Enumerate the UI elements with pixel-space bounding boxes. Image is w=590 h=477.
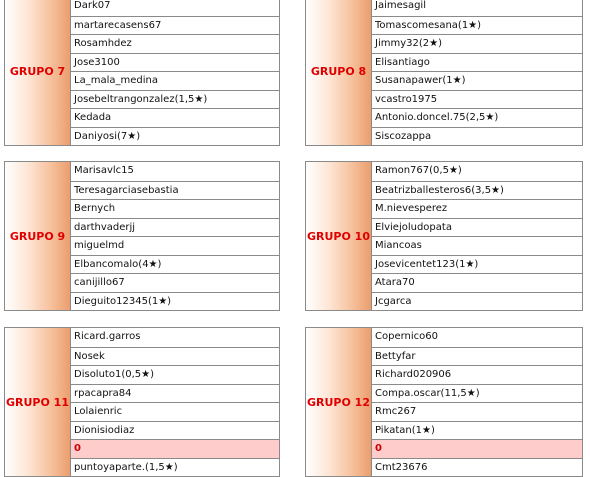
group-label-cell	[306, 162, 372, 310]
group-table-8	[305, 0, 583, 146]
member-row: Elisantiago	[372, 53, 582, 72]
member-row: Rosamhdez	[71, 34, 279, 53]
member-row: martarecasens67	[71, 16, 279, 35]
member-list	[71, 162, 279, 310]
group-label: GRUPO 10	[307, 229, 370, 243]
member-row: Jimmy32(2★)	[372, 34, 582, 53]
member-row: Cmt23676	[372, 458, 582, 477]
member-list	[71, 0, 279, 145]
member-row: puntoyaparte.(1,5★)	[71, 458, 279, 477]
member-row: Susanapawer(1★)	[372, 71, 582, 90]
group-table-7	[4, 0, 280, 146]
group-table-12	[305, 327, 583, 477]
member-row: Disoluto1(0,5★)	[71, 365, 279, 384]
member-row: Atara70	[372, 273, 582, 292]
member-row: Marisavlc15	[74, 165, 134, 176]
member-row: miguelmd	[71, 236, 279, 255]
member-row: Elbancomalo(4★)	[71, 255, 279, 274]
member-row: Siscozappa	[372, 127, 582, 146]
member-row: Nosek	[71, 347, 279, 366]
group-label-cell	[306, 0, 372, 145]
member-row: Ricard.garros	[74, 331, 141, 342]
group-label: GRUPO 9	[9, 229, 66, 243]
member-list	[71, 328, 279, 476]
member-row: Dionisiodiaz	[71, 421, 279, 440]
member-row: Josebeltrangonzalez(1,5★)	[71, 90, 279, 109]
group-table-9	[4, 161, 280, 311]
member-row: Josevicentet123(1★)	[372, 255, 582, 274]
member-row: Jcgarca	[372, 292, 582, 311]
member-row: Antonio.doncel.75(2,5★)	[372, 108, 582, 127]
empty-slot-row: 0	[71, 439, 279, 458]
group-label: GRUPO 12	[307, 395, 370, 409]
member-list	[372, 162, 582, 310]
member-row: Copernico60	[375, 331, 438, 342]
member-row: Daniyosi(7★)	[71, 127, 279, 146]
member-row: Rmc267	[372, 402, 582, 421]
member-row: Teresagarciasebastia	[71, 181, 279, 200]
member-row: Lolaienric	[71, 402, 279, 421]
member-row: M.nievesperez	[372, 199, 582, 218]
member-row: Elviejoludopata	[372, 218, 582, 237]
group-label-cell	[306, 328, 372, 476]
member-row: Kedada	[71, 108, 279, 127]
member-row: Tomascomesana(1★)	[372, 16, 582, 35]
group-label-cell	[5, 328, 71, 476]
member-row: Jose3100	[71, 53, 279, 72]
member-list	[372, 328, 582, 476]
group-label-cell	[5, 162, 71, 310]
member-row: Compa.oscar(11,5★)	[372, 384, 582, 403]
empty-slot-row: 0	[372, 439, 582, 458]
group-table-11	[4, 327, 280, 477]
member-row: Bettyfar	[372, 347, 582, 366]
group-label-cell	[5, 0, 71, 145]
member-row: Richard020906	[372, 365, 582, 384]
member-row: vcastro1975	[372, 90, 582, 109]
member-list	[372, 0, 582, 145]
group-label: GRUPO 7	[9, 64, 66, 78]
member-row: Dieguito12345(1★)	[71, 292, 279, 311]
member-row: Miancoas	[372, 236, 582, 255]
member-row: canijillo67	[71, 273, 279, 292]
member-row: Jaimesagil	[375, 0, 426, 11]
group-label: GRUPO 11	[6, 395, 69, 409]
group-table-10	[305, 161, 583, 311]
member-row: darthvaderjj	[71, 218, 279, 237]
member-row: Beatrizballesteros6(3,5★)	[372, 181, 582, 200]
member-row: Ramon767(0,5★)	[375, 165, 462, 176]
group-label: GRUPO 8	[310, 64, 367, 78]
member-row: Pikatan(1★)	[372, 421, 582, 440]
member-row: Dark07	[74, 0, 111, 11]
member-row: rpacapra84	[71, 384, 279, 403]
member-row: La_mala_medina	[71, 71, 279, 90]
member-row: Bernych	[71, 199, 279, 218]
